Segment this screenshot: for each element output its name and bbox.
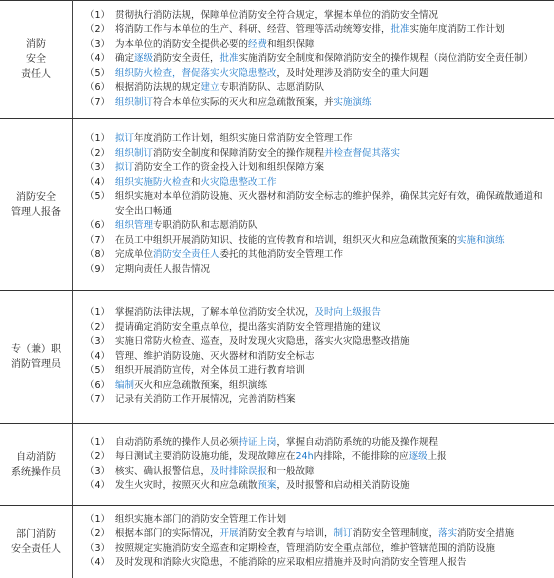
- duty-item: [85, 23, 554, 38]
- duty-text: [115, 38, 554, 53]
- duty-text-highlight: 组织实施防火检查: [115, 177, 191, 188]
- role-cell: [0, 291, 73, 424]
- duty-text-segment: 确定: [115, 53, 134, 64]
- duty-text-highlight: 拟订: [115, 162, 134, 173]
- duty-text-segment: 贯彻执行消防法规，保障单位消防安全符合规定，掌握本单位的消防安全情况: [115, 10, 438, 21]
- duties-cell: [73, 119, 554, 291]
- role-cell: [0, 424, 73, 506]
- duty-item: [85, 219, 554, 234]
- duty-text-highlight: 制订: [334, 528, 353, 539]
- duty-text: [115, 321, 554, 336]
- duty-text-segment: 实施消防安全制度和保障消防安全的操作规程（岗位消防安全责任制）: [239, 53, 534, 64]
- duty-item: [85, 527, 554, 542]
- duty-number: （1）: [85, 9, 115, 24]
- duty-text-segment: 委托的其他消防安全管理工作: [220, 249, 344, 260]
- duty-number: （6）: [85, 379, 115, 394]
- role-label-line: 责任人: [0, 67, 72, 82]
- duty-number: （6）: [85, 219, 115, 234]
- duty-text: [115, 479, 554, 494]
- duty-text-highlight: 批准: [220, 53, 239, 64]
- duty-text: [115, 219, 554, 234]
- duty-item: [85, 513, 554, 528]
- role-label-line: 系统操作员: [0, 465, 72, 480]
- duty-text-segment: 和: [191, 177, 201, 188]
- duty-number: （2）: [85, 321, 115, 336]
- duty-text: [115, 132, 554, 147]
- role-label-line: 部门消防: [0, 527, 72, 542]
- responsibility-table-body: [0, 1, 554, 578]
- duty-text-segment: 为本单位的消防安全提供必要的: [115, 39, 248, 50]
- duty-text-segment: 消防安全措施: [457, 528, 514, 539]
- duty-text: [115, 364, 554, 379]
- duty-text-segment: 定期向责任人报告情况: [115, 264, 210, 275]
- duties-cell: [73, 291, 554, 424]
- duty-number: （1）: [85, 306, 115, 321]
- duty-text-segment: 按照规定实施消防安全巡查和定期检查，管理消防安全重点部位，维护管辖范围的消防设施: [115, 543, 495, 554]
- duty-text-highlight: 组织制订: [115, 97, 153, 108]
- duty-text-segment: 内排除，不能排除的应: [314, 451, 409, 462]
- duty-number: （3）: [85, 465, 115, 480]
- duty-text-segment: 每日测试主要消防设施功能，发现故障应在: [115, 451, 296, 462]
- duty-text: [115, 23, 554, 38]
- duty-number: （5）: [85, 67, 115, 82]
- duty-text-segment: 消防安全工作的资金投入计划和组织保障方案: [134, 162, 324, 173]
- duty-item: [85, 542, 554, 557]
- duty-text-highlight: 逐级: [409, 451, 428, 462]
- duty-text-segment: 专职消防队、志愿消防队: [220, 82, 325, 93]
- duty-text-segment: 记录有关消防工作开展情况，完善消防档案: [115, 394, 296, 405]
- duty-item: [85, 436, 554, 451]
- duty-text-segment: 消防安全管理制度，: [353, 528, 439, 539]
- duty-text-segment: 年度消防工作计划，组织实施日常消防安全管理工作: [134, 133, 353, 144]
- duty-text-segment: 符合本单位实际的灭火和应急疏散预案，并: [153, 97, 334, 108]
- duty-text-highlight: 消防安全责任人: [153, 249, 220, 260]
- duty-text-segment: ，掌握自动消防系统的功能及操作规程: [277, 437, 439, 448]
- duty-text-segment: 实施日常防火检查、巡查，及时发现火灾隐患，落实火灾隐患整改措施: [115, 336, 410, 347]
- duty-number: （7）: [85, 96, 115, 111]
- duty-text-highlight: 及时排除误报: [210, 466, 267, 477]
- duty-text-highlight: 组织防火检查，督促落实火灾隐患整改: [115, 68, 277, 79]
- role-label-line: 消防管理员: [0, 357, 72, 372]
- duty-item: [85, 263, 554, 278]
- duty-text-highlight: 经费: [248, 39, 267, 50]
- duty-number: （3）: [85, 335, 115, 350]
- duty-text: [115, 52, 554, 67]
- duty-text-highlight: 拟订: [115, 133, 134, 144]
- duty-text-segment: 和组织保障: [267, 39, 315, 50]
- duty-number: （1）: [85, 513, 115, 528]
- duty-text-segment: 专职消防队和志愿消防队: [153, 220, 258, 231]
- duty-text: [115, 542, 554, 557]
- duty-item: [85, 147, 554, 162]
- duty-text-highlight: 及时向上级报告: [315, 307, 382, 318]
- duty-text: [115, 248, 554, 263]
- duty-number: （2）: [85, 23, 115, 38]
- duty-text: [115, 190, 554, 219]
- duty-text-highlight: 并检查督促其落实: [324, 148, 400, 159]
- duty-text: [115, 335, 554, 350]
- duty-number: （7）: [85, 393, 115, 408]
- table-row: [0, 506, 554, 578]
- duty-text-segment: 消防安全教育与培训，: [239, 528, 334, 539]
- duty-text-highlight: 火灾隐患整改工作: [201, 177, 277, 188]
- duty-number: （1）: [85, 436, 115, 451]
- duty-text: [115, 234, 554, 249]
- duty-text-segment: 和一般故障: [267, 466, 315, 477]
- duty-item: [85, 364, 554, 379]
- duty-number: （2）: [85, 527, 115, 542]
- duty-item: [85, 393, 554, 408]
- duties-cell: [73, 424, 554, 506]
- duty-item: [85, 234, 554, 249]
- duty-text-segment: 将消防工作与本单位的生产、科研、经营、管理等活动统筹安排，: [115, 24, 391, 35]
- duty-item: [85, 52, 554, 67]
- duty-text-segment: 组织开展消防宣传，对全体员工进行教育培训: [115, 365, 305, 376]
- duty-text-highlight: 24h: [296, 451, 314, 462]
- duty-text-highlight: 编制: [115, 380, 134, 391]
- duty-text: [115, 350, 554, 365]
- duty-number: （4）: [85, 479, 115, 494]
- duty-text: [115, 393, 554, 408]
- duty-number: （9）: [85, 263, 115, 278]
- duty-number: （7）: [85, 234, 115, 249]
- table-row: [0, 424, 554, 506]
- duty-text-segment: 实施年度消防工作计划: [410, 24, 505, 35]
- duty-text: [115, 450, 554, 465]
- role-label-line: 安全: [0, 52, 72, 67]
- duty-text-highlight: 建立: [201, 82, 220, 93]
- duty-text-segment: 组织实施本部门的消防安全管理工作计划: [115, 514, 286, 525]
- duty-item: [85, 306, 554, 321]
- role-cell: [0, 506, 73, 578]
- duties-cell: [73, 506, 554, 578]
- duty-text: [115, 9, 554, 24]
- duty-text-segment: 完成单位: [115, 249, 153, 260]
- duty-text: [115, 147, 554, 162]
- duty-text-segment: 在员工中组织开展消防知识、技能的宣传教育和培训，组织灭火和应急疏散预案的: [115, 235, 457, 246]
- duty-text: [115, 436, 554, 451]
- duty-text-segment: 根据本部门的实际情况，: [115, 528, 220, 539]
- duty-text: [115, 67, 554, 82]
- duty-number: （3）: [85, 542, 115, 557]
- duty-text-segment: 掌握消防法律法规，了解本单位消防安全状况，: [115, 307, 315, 318]
- duty-number: （5）: [85, 364, 115, 379]
- duty-item: [85, 479, 554, 494]
- duty-text-segment: 组织实施对本单位消防设施、灭火器材和消防安全标志的维护保养，确保其完好有效，确保疏散通道和安全出口畅通: [115, 191, 543, 217]
- duty-text: [115, 465, 554, 480]
- duty-text-segment: 根据消防法规的规定: [115, 82, 201, 93]
- duty-number: （6）: [85, 81, 115, 96]
- table-row: [0, 1, 554, 119]
- role-label-line: 消防安全: [0, 190, 72, 205]
- duty-text-highlight: 组织制订: [115, 148, 153, 159]
- duty-text: [115, 379, 554, 394]
- duty-text-segment: 及时发现和消除火灾隐患，不能消除的应采取相应措施并及时向消防安全管理人报告: [115, 557, 467, 568]
- role-label-line: 自动消防: [0, 450, 72, 465]
- duties-cell: [73, 1, 554, 119]
- role-label-line: 专（兼）职: [0, 342, 72, 357]
- duty-number: （4）: [85, 556, 115, 571]
- duty-item: [85, 132, 554, 147]
- duty-text-segment: 管理、维护消防设施、灭火器材和消防安全标志: [115, 351, 315, 362]
- duty-text-highlight: 逐级: [134, 53, 153, 64]
- duty-number: （3）: [85, 38, 115, 53]
- duty-text: [115, 527, 554, 542]
- duty-text-highlight: 实施演练: [334, 97, 372, 108]
- duty-text: [115, 96, 554, 111]
- duty-item: [85, 176, 554, 191]
- duty-number: （8）: [85, 248, 115, 263]
- duty-text-segment: 消防安全责任，: [153, 53, 220, 64]
- duty-text-segment: 上报: [428, 451, 447, 462]
- duty-text-segment: 核实、确认报警信息，: [115, 466, 210, 477]
- duty-text-segment: ，及时报警和启动相关消防设施: [277, 480, 410, 491]
- duty-number: （1）: [85, 132, 115, 147]
- duty-text-segment: 灭火和应急疏散预案，组织演练: [134, 380, 267, 391]
- role-cell: [0, 119, 73, 291]
- duty-number: （5）: [85, 190, 115, 205]
- duty-item: [85, 335, 554, 350]
- duty-text-highlight: 组织管理: [115, 220, 153, 231]
- duty-text-highlight: 预案: [258, 480, 277, 491]
- duty-number: （4）: [85, 350, 115, 365]
- duty-number: （2）: [85, 147, 115, 162]
- role-label-line: 安全责任人: [0, 542, 72, 557]
- duty-text-highlight: 批准: [391, 24, 410, 35]
- duty-number: （2）: [85, 450, 115, 465]
- duty-item: [85, 248, 554, 263]
- duty-text-segment: ，及时处理涉及消防安全的重大问题: [277, 68, 429, 79]
- duty-item: [85, 379, 554, 394]
- duty-item: [85, 321, 554, 336]
- duty-text: [115, 263, 554, 278]
- duty-text-segment: 提请确定消防安全重点单位，提出落实消防安全管理措施的建议: [115, 322, 381, 333]
- duty-item: [85, 190, 554, 219]
- duty-item: [85, 81, 554, 96]
- duty-number: （4）: [85, 52, 115, 67]
- duty-text-segment: 消防安全制度和保障消防安全的操作规程: [153, 148, 324, 159]
- duty-text-highlight: 实施和演练: [457, 235, 505, 246]
- role-label-line: 管理人报备: [0, 205, 72, 220]
- duty-number: （3）: [85, 161, 115, 176]
- table-row: [0, 119, 554, 291]
- duty-item: [85, 161, 554, 176]
- role-cell: [0, 1, 73, 119]
- table-row: [0, 291, 554, 424]
- duty-text: [115, 161, 554, 176]
- duty-item: [85, 9, 554, 24]
- duty-item: [85, 556, 554, 571]
- duty-item: [85, 350, 554, 365]
- duty-text: [115, 176, 554, 191]
- duty-text-highlight: 落实: [438, 528, 457, 539]
- duty-text: [115, 556, 554, 571]
- duty-item: [85, 38, 554, 53]
- duty-text: [115, 81, 554, 96]
- duty-text-segment: 发生火灾时，按照灭火和应急疏散: [115, 480, 258, 491]
- duty-text-highlight: 持证上岗: [239, 437, 277, 448]
- duty-text: [115, 306, 554, 321]
- duty-text: [115, 513, 554, 528]
- duty-item: [85, 67, 554, 82]
- role-label-line: 消防: [0, 37, 72, 52]
- duty-number: （4）: [85, 176, 115, 191]
- duty-text-highlight: 开展: [220, 528, 239, 539]
- duty-item: [85, 465, 554, 480]
- duty-item: [85, 96, 554, 111]
- duty-item: [85, 450, 554, 465]
- duty-text-segment: 自动消防系统的操作人员必须: [115, 437, 239, 448]
